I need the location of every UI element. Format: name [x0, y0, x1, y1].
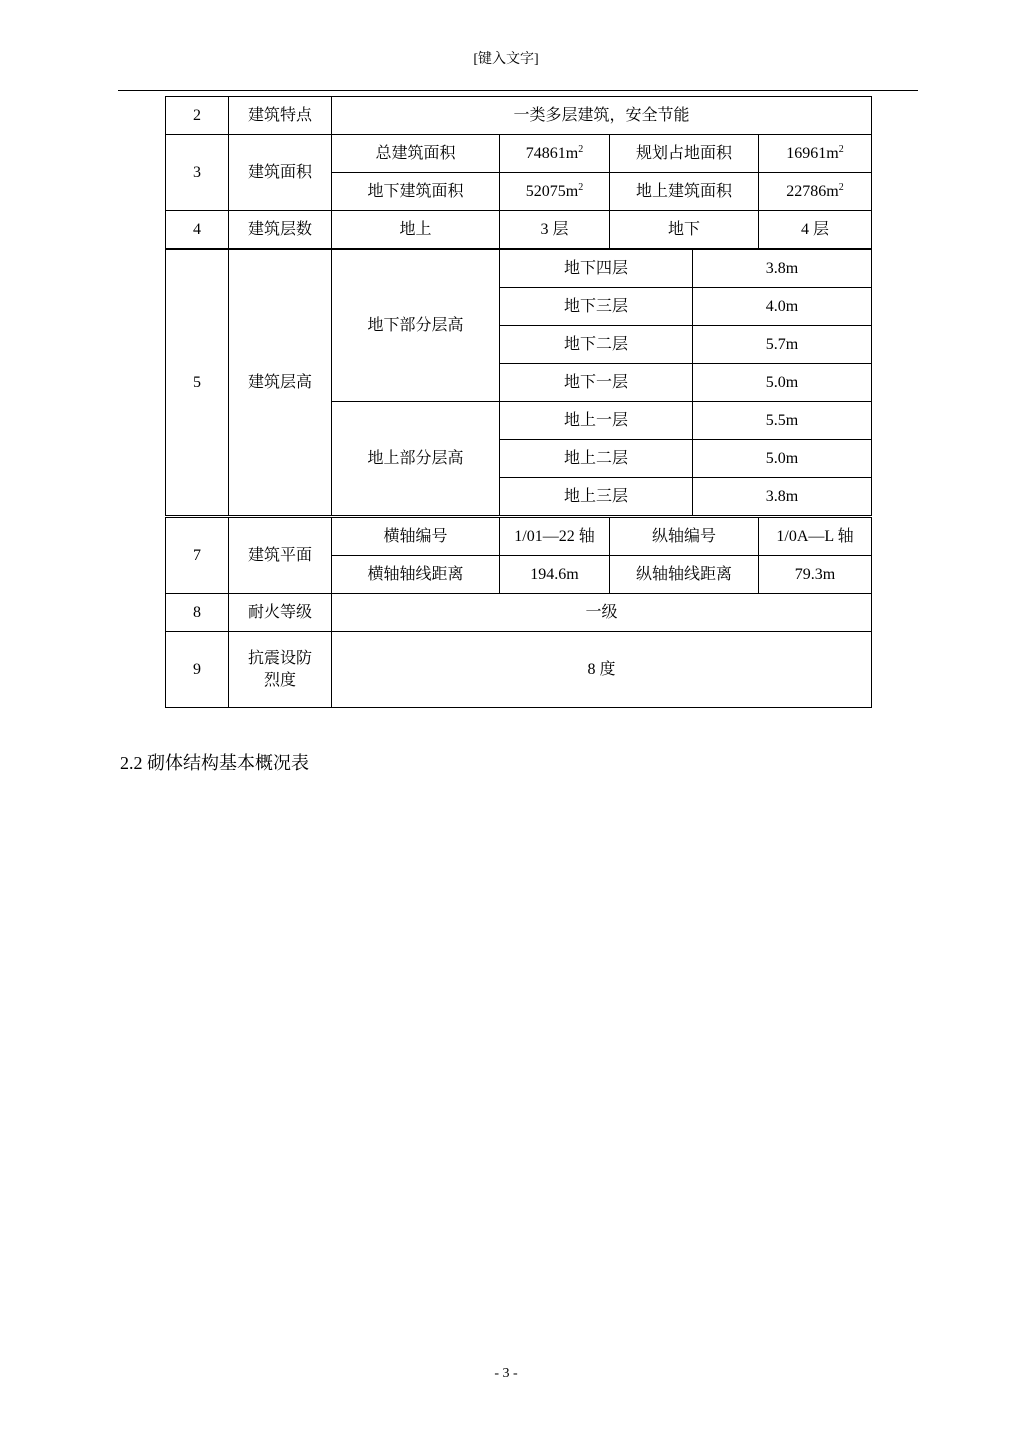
row-number: 8 [166, 594, 229, 632]
cell-value [500, 173, 610, 211]
row-label: 建筑层数 [229, 211, 332, 249]
cell-label: 地上 [332, 211, 500, 249]
table-row [166, 518, 872, 556]
unit-exponent: 2 [578, 143, 584, 155]
row-label: 建筑面积 [229, 135, 332, 211]
area-value: 74861m [525, 144, 579, 162]
cell-label: 地下建筑面积 [332, 173, 500, 211]
floor-name: 地上一层 [500, 402, 693, 440]
floor-name: 地下三层 [500, 288, 693, 326]
cell-label: 规划占地面积 [610, 135, 759, 173]
fire-rating-value: 一级 [332, 594, 872, 632]
page-number: - 3 - [494, 1366, 518, 1381]
row-number: 5 [166, 250, 229, 516]
row-number: 7 [166, 518, 229, 594]
cell-value: 79.3m [759, 556, 872, 594]
floor-name: 地下一层 [500, 364, 693, 402]
row-number: 4 [166, 211, 229, 249]
table-row [166, 250, 872, 288]
cell-label: 纵轴编号 [610, 518, 759, 556]
group-label: 地上部分层高 [332, 402, 500, 516]
row-label: 建筑特点 [229, 97, 332, 135]
cell-value [759, 135, 872, 173]
floor-height: 5.0m [693, 440, 872, 478]
cell-label: 纵轴轴线距离 [610, 556, 759, 594]
cell-label: 横轴轴线距离 [332, 556, 500, 594]
floor-name: 地下四层 [500, 250, 693, 288]
row-label: 建筑平面 [229, 518, 332, 594]
table-row [166, 135, 872, 173]
row-label [229, 632, 332, 708]
area-value: 22786m [786, 182, 839, 200]
row-number: 3 [166, 135, 229, 211]
seismic-intensity-value: 8 度 [332, 632, 872, 708]
group-label: 地下部分层高 [332, 250, 500, 402]
row-label-line: 抗震设防 [247, 649, 312, 667]
floor-height: 5.5m [693, 402, 872, 440]
floor-height: 4.0m [693, 288, 872, 326]
building-overview-table-top [165, 96, 872, 249]
page-header: [键入文字] [473, 52, 539, 67]
cell-value: 3 层 [500, 211, 610, 249]
cell-value: 4 层 [759, 211, 872, 249]
floor-height-table [165, 249, 872, 516]
row-label: 建筑层高 [229, 250, 332, 516]
floor-height: 5.7m [693, 326, 872, 364]
floor-name: 地下二层 [500, 326, 693, 364]
unit-exponent: 2 [838, 181, 844, 193]
unit-exponent: 2 [578, 181, 584, 193]
table-row [166, 97, 872, 135]
table-row [166, 211, 872, 249]
floor-name: 地上二层 [500, 440, 693, 478]
row-number: 2 [166, 97, 229, 135]
building-overview-table-bottom [165, 517, 872, 708]
cell-label: 横轴编号 [332, 518, 500, 556]
row-label: 耐火等级 [229, 594, 332, 632]
cell-label: 地上建筑面积 [610, 173, 759, 211]
area-value: 16961m [786, 144, 839, 162]
table-row [166, 632, 872, 708]
floor-height: 3.8m [693, 250, 872, 288]
section-title: 2.2 砌体结构基本概况表 [120, 753, 309, 773]
floor-name: 地上三层 [500, 478, 693, 516]
cell-value [500, 135, 610, 173]
cell-value: 194.6m [500, 556, 610, 594]
cell-value: 1/01—22 轴 [500, 518, 610, 556]
area-value: 52075m [525, 182, 579, 200]
building-feature-value: 一类多层建筑，安全节能 [332, 97, 872, 135]
header-rule [118, 90, 918, 91]
floor-height: 5.0m [693, 364, 872, 402]
floor-height: 3.8m [693, 478, 872, 516]
row-label-line: 烈度 [263, 671, 296, 689]
cell-label: 总建筑面积 [332, 135, 500, 173]
cell-value: 1/0A—L 轴 [759, 518, 872, 556]
cell-label: 地下 [610, 211, 759, 249]
table-row [166, 594, 872, 632]
cell-value [759, 173, 872, 211]
row-number: 9 [166, 632, 229, 708]
unit-exponent: 2 [838, 143, 844, 155]
